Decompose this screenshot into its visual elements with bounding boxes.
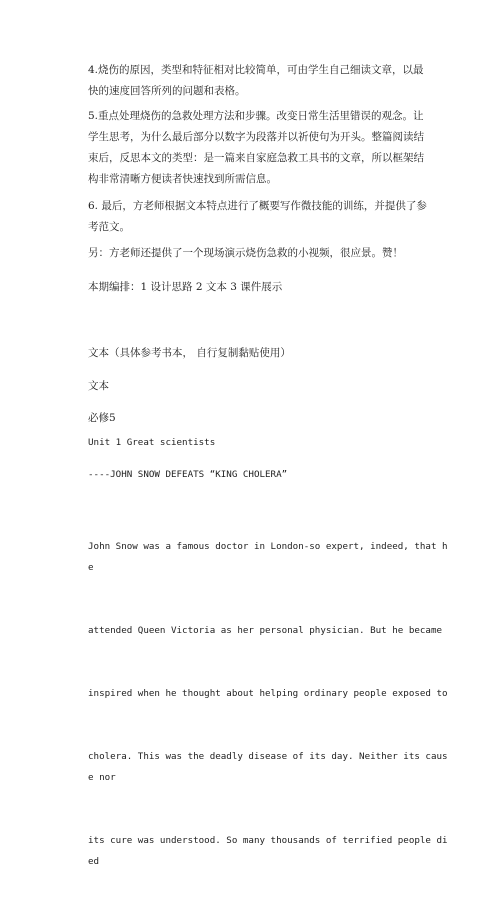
body-line: its cure was understood. So many thousands of terrified people died [88, 835, 448, 867]
text-heading: 文本（具体参考书本， 自行复制黏贴使用） [88, 347, 291, 359]
book-label: 必修5 [88, 412, 116, 424]
body-line: attended Queen Victoria as her personal physician. But he became [88, 625, 443, 636]
article-body [88, 494, 448, 914]
body-line: cholera. This was the deadly disease of its day. Neither its cause nor [88, 751, 448, 783]
body-line: inspired when he thought about helping ordinary people exposed to [88, 688, 448, 699]
paragraph-6: 6. 最后，方老师根据文本特点进行了概要写作微技能的训练，并提供了参考范文。 [88, 200, 427, 233]
editor-line: 本期编排：1 设计思路 2 文本 3 课件展示 [88, 281, 283, 293]
text-label: 文本 [88, 380, 109, 392]
body-line: John Snow was a famous doctor in London-so expert, indeed, that he [88, 541, 448, 573]
paragraph-4: 4.烧伤的原因，类型和特征相对比较简单，可由学生自己细读文章，以最快的速度回答所列的问题和表格。 [88, 64, 424, 97]
unit-title: Unit 1 Great scientists [88, 437, 216, 448]
article-title: ----JOHN SNOW DEFEATS “KING CHOLERA” [88, 469, 288, 480]
note-line: 另：方老师还提供了一个现场演示烧伤急救的小视频，很应景。赞！ [88, 247, 403, 259]
paragraph-5: 5.重点处理烧伤的急救处理方法和步骤。改变日常生活里错误的观念。让学生思考，为什么最后部分以数字为段落并以祈使句为开头。整篇阅读结束后，反思本文的类型：是一篇来自家庭急救工具书的文章，所以框架结构非常清晰方便读者快速找到所需信息。 [88, 110, 424, 185]
